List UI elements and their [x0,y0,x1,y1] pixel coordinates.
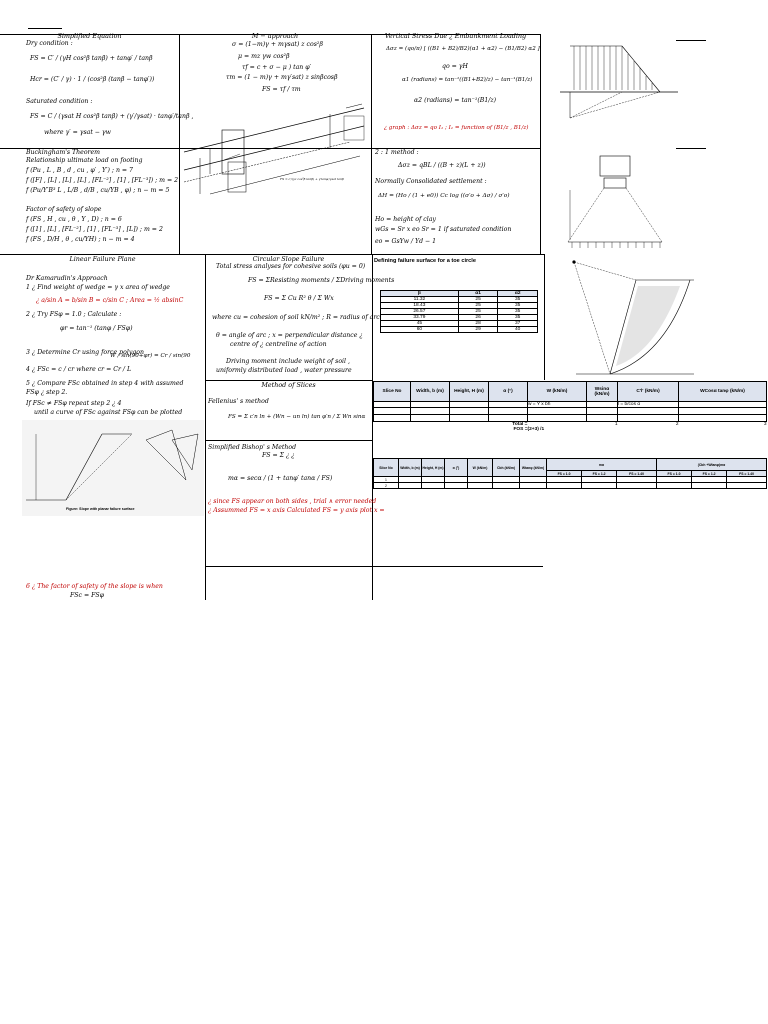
cell: 25 [458,309,498,315]
fs-value: FS = 1.40 [617,471,657,477]
cell: 26 [458,315,498,321]
section-title-linear-failure: Linear Failure Plane [69,255,136,263]
buckingham-line-4: f (Pu/Y′B³ L , L/B , d/B , cu/YB , φ) ; n − m = 5 [26,187,170,194]
embankment-figure [560,40,680,120]
bishop-header-weight: W (kN/m) [468,459,493,477]
buckingham-line-6: f (FS , H , cu , θ , Y , D) ; n = 6 [26,216,122,223]
bishop-header-width: Width, b (m) [399,459,422,477]
row2-top-rule-right [676,148,706,149]
bishop-line-4: ¿ Assummed FS = x axis Calculated FS = y axis plot x = [208,507,385,514]
vertical-stress-line-5: ¿ graph : Δσz = qo I₁ ; I₁ = function of (B1/z , B1/z) [384,125,529,131]
linear-line-5: φr = tan⁻¹ (tanφ / FSφ) [60,325,133,332]
m-approach-line-2: μ = mz γw cos²β [238,53,290,60]
section-title-simplified-equation: Simplified Equation [57,32,122,40]
fellenius-label: Fellenius' s method [208,398,269,405]
fs-value: FS = 1.40 [727,471,767,477]
cell: 28 [458,321,498,327]
total-col-1: 1 [614,422,618,427]
top-short-rule [28,28,62,29]
planar-figure-caption: Figure: Slope with planar failure surface [66,507,135,511]
linear-line-1: Dr Kamarudin's Approach [26,275,108,282]
toe-circle-figure [556,256,696,380]
toe-header-alpha2: α2 [498,291,538,297]
header-cl: C'l' (kN/m) [618,382,679,402]
header-width: Width, b (m) [411,382,450,402]
circular-line-8: uniformly distributed load , water pressure [216,367,352,374]
bishop-line-3: ¿ since FS appear on both sides , trial ∧ error needed [208,498,377,505]
linear-line-7: 4 ¿ FSc = c / cr where cr = Cr / L [26,366,132,373]
circular-line-4: where cu = cohesion of soil kN/m² ; R = radius of arc [212,314,380,321]
table-row [374,415,767,422]
total-col-2: 2 [675,422,679,427]
cell: 29 [458,327,498,333]
m-approach-line-1: σ = (1−m)γ + mγsat) z cos²β [232,41,323,48]
header-wsin: Wsinα (kN/m) [587,382,618,402]
linear-line-2: 1 ¿ Find weight of wedge = γ x area of wedge [26,284,170,291]
fs-saturated-equation: FS = C / (γsat H cos²β tanβ) + (γ′/γsat) · tanφ′/tanβ , [30,113,194,120]
cell: 25 [458,303,498,309]
cell: 18.43 [381,303,459,309]
m-approach-line-3: τf = c + σ − μ ) tan φ′ [242,64,311,71]
bishop-header-cbh: Cbh (kN/m) [493,459,520,477]
bishop-line-2: mα = secα / (1 + tanφ′ tanα / FS) [228,475,333,482]
two-one-line-6: eo = GsYw / Yd − 1 [375,238,437,245]
header-slice-no: Slice No [374,382,411,402]
hcr-equation: Hcr = (C′ / γ) · 1 / (cos²β (tanβ − tanφ′)) [30,76,155,83]
buckingham-line-2: f (Pu , L , B , d , cu , φ′ , Y′) ; n = 7 [26,167,133,174]
fs-value: FS = 1.2 [582,471,617,477]
cell: 35 [498,309,538,315]
fos-label: FOS = [513,427,528,432]
linear-line-6b: W / sin(90+φr) = Cr / sin(90 [110,353,191,359]
section-title-slices: Method of Slices [261,381,316,389]
fellenius-equation: FS = Σ c′n ln + (Wn − un ln) tan φ′n / Σ Wn sinα [228,414,366,420]
bishop-row-no: 2 [374,483,399,489]
linear-line-13: FSc = FSφ [70,592,104,599]
section-title-bishop: Simplified Bishop' s Method [208,444,297,451]
fs-value: FS = 1.2 [692,471,727,477]
length-formula: l = b/cos α [618,402,679,408]
circular-line-2: FS = ΣResisting moments / ΣDriving moments [248,277,395,284]
total-col-3: 3 [763,422,767,427]
header-height: Height, H (m) [450,382,489,402]
cell: 35 [498,315,538,321]
col-divider-lower-3 [544,254,545,380]
vertical-stress-line-2: qo = γH [442,63,468,70]
row1-top-rule-right [676,40,706,41]
col-divider-lower-1 [205,254,206,600]
m-approach-line-4: τm = (1 − m)γ + mγ′sat) z sinβcosβ [226,74,338,81]
circular-line-7: Driving moment include weight of soil , [226,358,350,365]
linear-line-4: 2 ¿ Try FSφ = 1.0 ; Calculate : [26,311,122,318]
bishop-header-slice: Slice No [374,459,399,477]
bottom-rule [205,566,543,567]
dry-condition-label: Dry condition : [26,40,73,47]
linear-line-12: 6 ¿ The factor of safety of the slope is when [26,583,163,590]
cell: 33.79 [381,315,459,321]
linear-line-9: FSφ ¿ step 2. [26,389,68,396]
col-divider-3 [540,34,541,254]
bishop-row-no: 1 [374,477,399,483]
section-title-two-one: 2 : 1 method : [375,149,419,156]
cell: 37 [498,321,538,327]
cell: 11.32 [381,297,459,303]
total-label: Total = [512,422,528,427]
col-divider-2 [371,34,372,254]
cell: 25 [458,297,498,303]
two-one-line-2: Normally Consolidated settlement : [375,178,487,185]
section-title-vertical-stress: Vertical Stress Due ¿ Embankment Loading [384,32,527,40]
header-weight: W (kN/m) [528,382,587,402]
section-title-m-approach: M − approach [251,32,299,40]
section-title-buckingham: Buckingham's Theorem [26,149,101,156]
table-row [374,408,767,415]
cell: 35 [498,297,538,303]
cell: 45 [381,321,459,327]
bishop-top-rule [205,440,373,441]
fs-dry-equation: FS = C′ / (γH cos²β tanβ) + tanφ′ / tanβ [30,55,153,62]
table-row [381,327,538,333]
bishop-header-product: (Cbh +Wtanφ)mα [656,459,766,471]
header-wcos: WCosα tanφ (kN/m) [679,382,767,402]
bishop-table [373,458,767,489]
circular-line-5: θ = angle of arc ; x = perpendicular distance ¿ [216,332,363,339]
linear-line-10: If FSc ≠ FSφ repeat step 2 ¿ 4 [26,400,122,407]
linear-line-8: 5 ¿ Compare FSc obtained in step 4 with assumed [26,380,184,387]
planar-failure-figure [22,420,204,516]
cell: 35 [498,303,538,309]
cell: 60 [381,327,459,333]
table-row [374,483,767,489]
buckingham-line-3: f ([F] , [L] , [L] , [L] , [FL⁻²] , [1] , [FL⁻³]) ; m = 2 [26,177,179,184]
cell: 40 [498,327,538,333]
two-to-one-distribution-figure [560,150,670,250]
two-one-line-3: ΔH = (Ho / (1 + e0)) Cc log ((σ′o + Δσ) / σ′o) [378,193,510,199]
svg-text:FS = c′/(γz cos²β tanβ) + γ′ta: FS = c′/(γz cos²β tanβ) + γ′tanφ′/γsat tanβ [280,177,344,181]
bishop-header-wtan: Wtanφ (kN/m) [520,459,547,477]
linear-line-3: ¿ a/sin A = b/sin B = c/sin C ; Area = ½ absinC [36,297,184,304]
buckingham-line-8: f (FS , D/H , θ , cu/YH) ; n − m = 4 [26,236,135,243]
toe-circle-title: Defining failure surface for a toe circle [374,258,476,264]
fs-value: FS = 1.0 [547,471,582,477]
linear-line-11: until a curve of FSc against FSφ can be plotted [34,409,183,416]
saturated-condition-label: Saturated condition : [26,98,93,105]
bishop-header-alpha: α (°) [445,459,468,477]
vertical-stress-line-3: α1 (radians) = tan⁻¹((B1+B2)/z) − tan⁻¹(B1/z) [402,77,533,83]
table-row [374,427,767,432]
two-one-line-4: Ho = height of clay [375,216,436,223]
linear-line-6: 3 ¿ Determine Cr using force polygon [26,349,144,356]
bishop-line-1: FS = Σ ¿ ¿ [262,452,295,459]
header-alpha: α (°) [489,382,528,402]
where-gamma-prime: where γ′ = γsat − γw [44,129,111,136]
vertical-stress-line-4: α2 (radians) = tan⁻¹(B1/z) [414,97,497,104]
m-approach-line-5: FS = τf / τm [262,86,301,93]
slices-table [373,381,767,432]
vertical-stress-line-1: Δσz = (qo/π) [ ((B1 + B2)/B2)(α1 + α2) − (B1/B2) α2 ] [386,46,540,52]
bishop-header-malpha: mα [547,459,657,471]
two-one-line-1: Δσz = qBL / ((B + z)(L + z)) [398,162,486,169]
two-one-line-5: wGs = Sr x eo Sr = 1 if saturated condition [375,226,512,233]
fos-expression: (2+3) /1 [527,427,545,432]
circular-line-3: FS = Σ Cu R² θ / Σ Wx [264,295,334,302]
buckingham-line-7: f ([1] , [L] , [FL⁻²] , [1] , [FL⁻³] , [L]) ; m = 2 [26,226,163,233]
buckingham-line-5: Factor of safety of slope [26,206,102,213]
toe-header-beta: β [381,291,459,297]
buckingham-line-1: Relationship ultimate load on footing [26,157,143,164]
toe-header-alpha1: α1 [458,291,498,297]
weight-formula: w = Y x bh [528,402,587,408]
slope-block-figure [180,150,370,200]
bishop-header-height: Height, H (m) [422,459,445,477]
fs-value: FS = 1.0 [656,471,691,477]
circular-line-1: Total stress analyses for cohesive soils (φu = 0) [216,263,366,270]
cell: 26.57 [381,309,459,315]
toe-circle-table [380,290,538,333]
section-title-circular: Circular Slope Failure [252,255,325,263]
circular-line-6: centre of ¿ centreline of action [230,341,327,348]
